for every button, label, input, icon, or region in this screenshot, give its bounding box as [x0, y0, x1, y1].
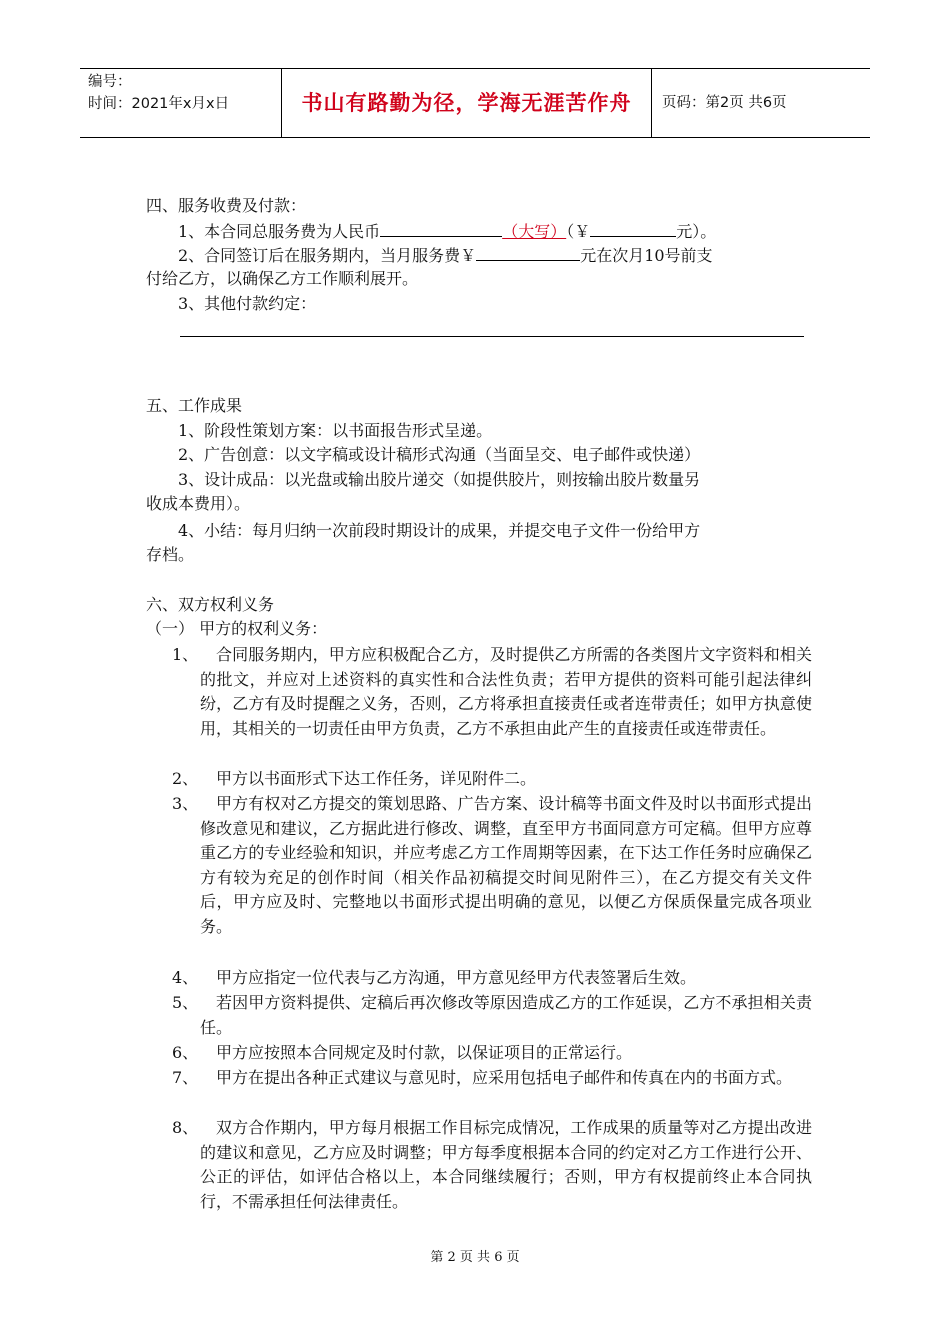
list-item-text: 甲方应指定一位代表与乙方沟通，甲方意见经甲方代表签署后生效。	[216, 968, 697, 987]
blank-line	[180, 336, 804, 337]
list-item-text: 甲方应按照本合同规定及时付款，以保证项目的正常运行。	[216, 1043, 633, 1062]
header-meta	[88, 71, 278, 115]
payment-clause-2	[178, 242, 713, 268]
result-item-3: 3、设计成品：以光盘或输出胶片递交（如提供胶片，则按输出胶片数量另	[178, 470, 701, 489]
payment-clause-1	[178, 218, 716, 244]
yuan-symbol: （￥	[566, 222, 591, 241]
payment-clause-2-prefix: 2、合同签订后在服务期内，当月服务费￥	[178, 246, 477, 265]
time-label: 时间：2021年x月x日	[88, 96, 230, 112]
list-item-text: 合同服务期内，甲方应积极配合乙方，及时提供乙方所需的各类图片文字资料和相关的批文，并应对上述资料的真实性和合法性负责；若甲方提供的资料可能引起法律纠纷，乙方有及时提醒之义务，否则，乙方将承担直接责任或者连带责任；如甲方执意使用，其相关的一切责任由甲方负责，乙方不承担由此产生的直接责任或连带责任。	[200, 645, 812, 738]
list-item-text: 若因甲方资料提供、定稿后再次修改等原因造成乙方的工作延误，乙方不承担相关责任。	[200, 993, 812, 1037]
list-item-number: 8、	[172, 1118, 199, 1137]
header-divider	[651, 69, 652, 137]
result-item-4-continued: 存档。	[146, 545, 195, 564]
blank-amount-field	[476, 242, 580, 261]
list-item-number: 3、	[172, 794, 199, 813]
page-footer: 第 2 页 共 6 页	[430, 1250, 520, 1265]
section-title-results: 五、工作成果	[146, 396, 243, 415]
header-motto: 书山有路勤为径，学海无涯苦作舟	[301, 91, 632, 115]
list-item-number: 2、	[172, 769, 199, 788]
list-item-number: 4、	[172, 968, 199, 987]
section-title-payment: 四、服务收费及付款：	[146, 196, 307, 215]
blank-amount-field	[380, 218, 502, 237]
list-item-number: 6、	[172, 1043, 199, 1062]
result-item-3-continued: 收成本费用）。	[146, 494, 251, 513]
list-item-text: 甲方在提出各种正式建议与意见时，应采用包括电子邮件和传真在内的书面方式。	[216, 1068, 793, 1087]
blank-amount-field	[590, 218, 676, 237]
subsection-party-a: （一） 甲方的权利义务：	[146, 619, 328, 638]
document-header	[80, 68, 870, 138]
payment-clause-2-suffix: 元在次月10号前支	[580, 246, 713, 265]
result-item-1: 1、阶段性策划方案：以书面报告形式呈递。	[178, 421, 493, 440]
list-item-number: 5、	[172, 993, 199, 1012]
list-item-number: 7、	[172, 1068, 199, 1087]
list-item-text: 双方合作期内，甲方每月根据工作目标完成情况，工作成果的质量等对乙方提出改进的建议和意见，乙方应及时调整；甲方每季度根据本合同的约定对乙方工作进行公开、公正的评估，如评估合格以上，本合同继续履行；否则，甲方有权提前终止本合同执行，不需承担任何法律责任。	[200, 1118, 812, 1211]
number-label: 编号：	[88, 74, 132, 90]
header-page-info: 页码：第2页 共6页	[662, 95, 787, 111]
payment-clause-3: 3、其他付款约定：	[178, 294, 317, 313]
list-item-text: 甲方以书面形式下达工作任务，详见附件二。	[216, 769, 537, 788]
result-item-2: 2、广告创意：以文字稿或设计稿形式沟通（当面呈交、电子邮件或快递）	[178, 445, 701, 464]
daxie-label: （大写）	[502, 222, 567, 241]
payment-clause-1-suffix: 元）。	[676, 222, 717, 241]
payment-clause-1-prefix: 1、本合同总服务费为人民币	[178, 222, 381, 241]
list-item-text: 甲方有权对乙方提交的策划思路、广告方案、设计稿等书面文件及时以书面形式提出修改意见和建议，乙方据此进行修改、调整，直至甲方书面同意方可定稿。但甲方应尊重乙方的专业经验和知识，并应考虑乙方工作周期等因素，在下达工作任务时应确保乙方有较为充足的创作时间（相关作品初稿提交时间见附件三），在乙方提交有关文件后，甲方应及时、完整地以书面形式提出明确的意见，以便乙方保质保量完成各项业务。	[200, 794, 812, 936]
section-title-rights: 六、双方权利义务	[146, 595, 275, 614]
result-item-4: 4、小结：每月归纳一次前段时期设计的成果，并提交电子文件一份给甲方	[178, 521, 701, 540]
list-item-number: 1、	[172, 645, 199, 664]
payment-clause-2-continued: 付给乙方，以确保乙方工作顺利展开。	[146, 269, 419, 288]
